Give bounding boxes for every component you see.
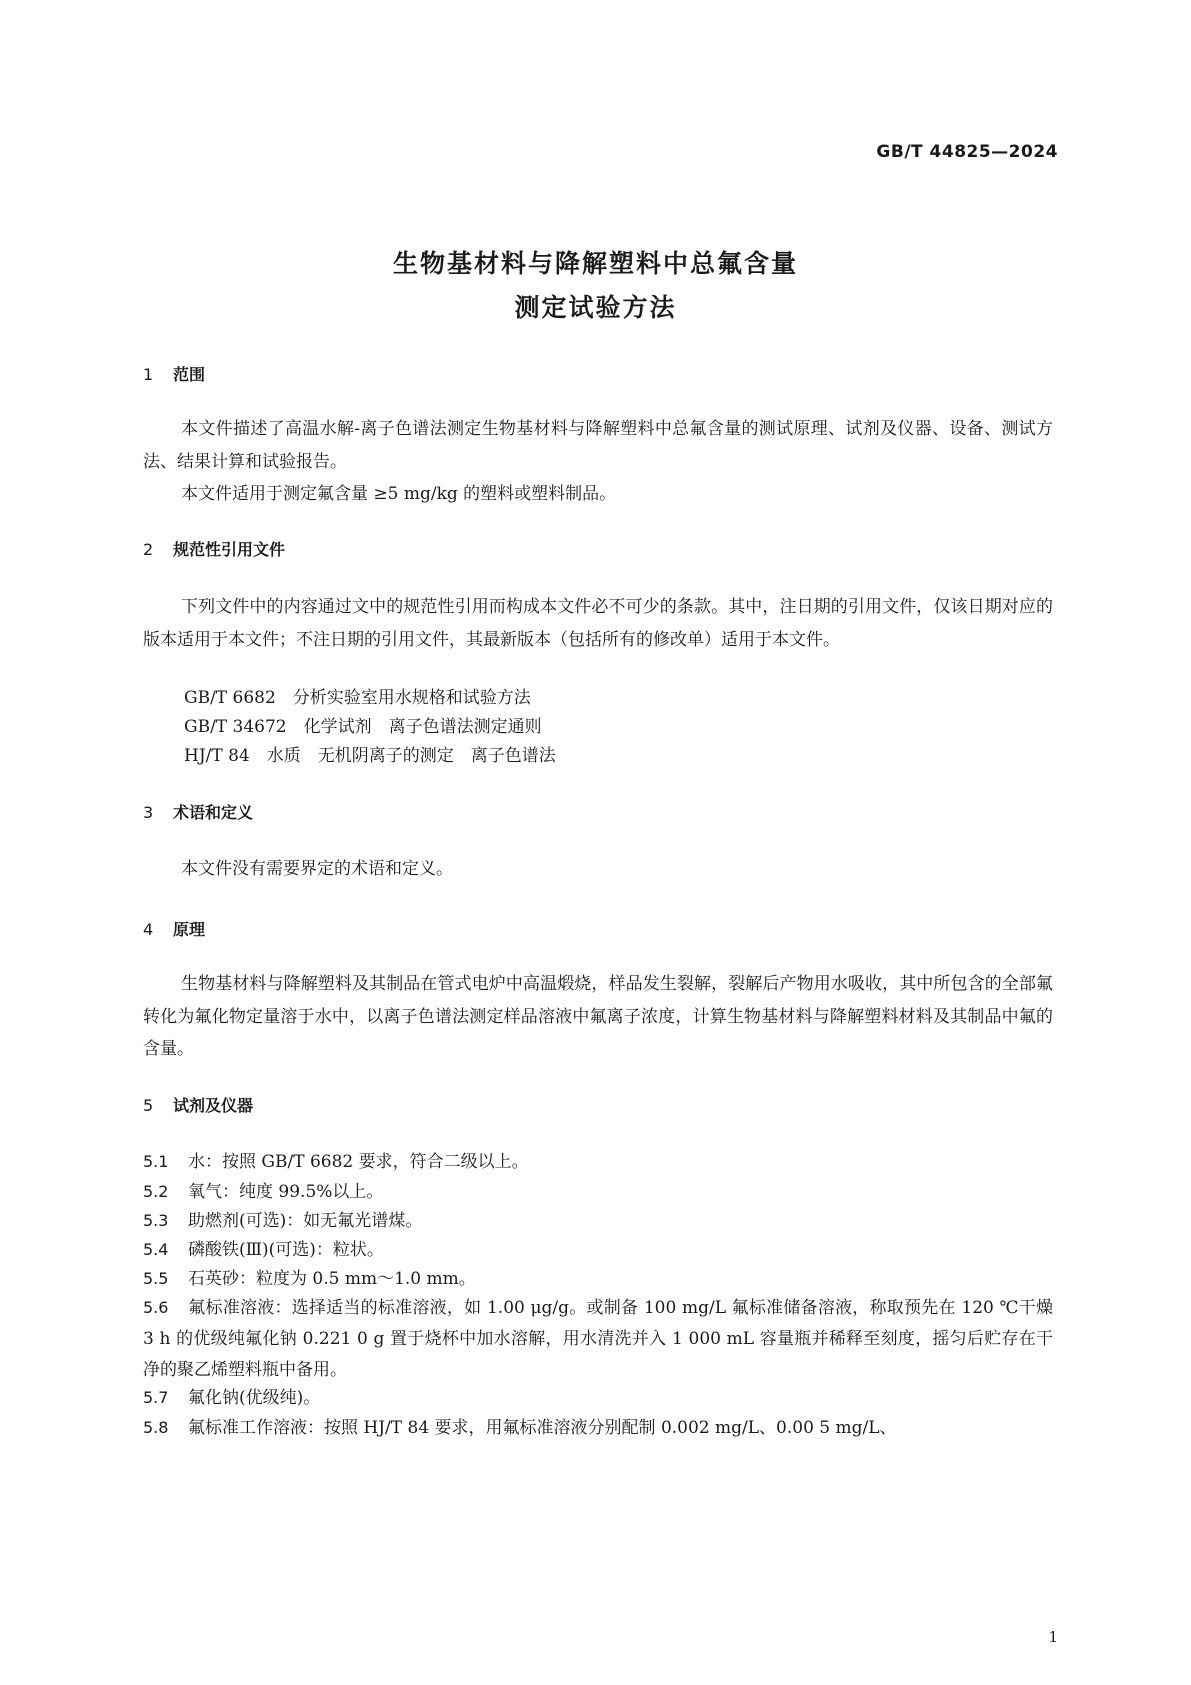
reagent-item bbox=[143, 1234, 1053, 1266]
doc-title-line2: 测定试验方法 bbox=[514, 293, 677, 322]
normative-reference: HJ/T 84 水质 无机阴离子的测定 离子色谱法 bbox=[184, 746, 556, 766]
item-number: 5.8 bbox=[143, 1418, 169, 1437]
reagent-item bbox=[143, 1412, 1053, 1444]
reagent-item bbox=[143, 1292, 1053, 1386]
page-number: 1 bbox=[1048, 1628, 1058, 1646]
section-heading-normative bbox=[143, 537, 285, 560]
section-title: 试剂及仪器 bbox=[173, 1096, 254, 1115]
standard-id: GB/T 44825—2024 bbox=[876, 142, 1058, 162]
terms-paragraph: 本文件没有需要界定的术语和定义。 bbox=[181, 859, 453, 879]
item-number: 5.6 bbox=[143, 1298, 169, 1317]
section-number: 5 bbox=[143, 1096, 154, 1115]
item-number: 5.1 bbox=[143, 1152, 169, 1171]
reagent-item bbox=[143, 1176, 1053, 1208]
reagent-item bbox=[143, 1146, 1053, 1178]
scope-paragraph-1: 本文件描述了高温水解-离子色谱法测定生物基材料与降解塑料中总氟含量的测试原理、试剂及仪器、设备、测试方法、结果计算和试验报告。 bbox=[143, 419, 1053, 472]
section-number: 2 bbox=[143, 540, 154, 559]
item-text: 水：按照 GB/T 6682 要求，符合二级以上。 bbox=[188, 1152, 529, 1172]
reagent-item bbox=[143, 1263, 1053, 1295]
normative-reference: GB/T 6682 分析实验室用水规格和试验方法 bbox=[184, 688, 531, 708]
section-title: 原理 bbox=[173, 920, 206, 939]
item-number: 5.2 bbox=[143, 1182, 169, 1201]
doc-title-line1: 生物基材料与降解塑料中总氟含量 bbox=[392, 249, 798, 278]
item-number: 5.4 bbox=[143, 1240, 169, 1259]
item-text: 石英砂：粒度为 0.5 mm～1.0 mm。 bbox=[188, 1269, 476, 1289]
section-title: 规范性引用文件 bbox=[173, 540, 286, 559]
reagent-item bbox=[143, 1205, 1053, 1237]
item-text: 氟标准工作溶液：按照 HJ/T 84 要求，用氟标准溶液分别配制 0.002 mg/L、0.00 5 mg/L、 bbox=[188, 1418, 897, 1438]
normative-reference: GB/T 34672 化学试剂 离子色谱法测定通则 bbox=[184, 717, 542, 737]
item-text: 氟标准溶液：选择适当的标准溶液，如 1.00 μg/g。或制备 100 mg/L 氟标准储备溶液，称取预先在 120 ℃干燥 3 h 的优级纯氟化钠 0.221 0 g 置于烧杯中加水溶解，用水清洗并入 1 000 mL 容量瓶并稀释至刻度，摇匀后贮存在干净的聚乙烯塑料瓶中备用。 bbox=[143, 1298, 1053, 1380]
item-text: 氧气：纯度 99.5%以上。 bbox=[188, 1182, 384, 1202]
item-text: 磷酸铁(Ⅲ)(可选)：粒状。 bbox=[188, 1240, 384, 1260]
section-heading-scope bbox=[143, 362, 205, 385]
item-number: 5.3 bbox=[143, 1211, 169, 1230]
section-title: 术语和定义 bbox=[173, 803, 254, 822]
item-text: 氟化钠(优级纯)。 bbox=[188, 1388, 321, 1408]
section-heading-terms bbox=[143, 800, 253, 823]
section-title: 范围 bbox=[173, 365, 206, 384]
section-heading-reagents bbox=[143, 1093, 253, 1116]
reagent-item bbox=[143, 1382, 1053, 1414]
item-number: 5.7 bbox=[143, 1388, 169, 1407]
principle-paragraph: 生物基材料与降解塑料及其制品在管式电炉中高温煅烧，样品发生裂解，裂解后产物用水吸收，其中所包含的全部氟转化为氟化物定量溶于水中，以离子色谱法测定样品溶液中氟离子浓度，计算生物基材料与降解塑料材料及其制品中氟的含量。 bbox=[143, 974, 1053, 1059]
section-number: 3 bbox=[143, 803, 154, 822]
item-text: 助燃剂(可选)：如无氟光谱煤。 bbox=[188, 1211, 423, 1231]
section-heading-principle bbox=[143, 917, 205, 940]
section-number: 4 bbox=[143, 920, 154, 939]
normative-paragraph: 下列文件中的内容通过文中的规范性引用而构成本文件必不可少的条款。其中，注日期的引用文件，仅该日期对应的版本适用于本文件；不注日期的引用文件，其最新版本（包括所有的修改单）适用于本文件。 bbox=[143, 597, 1053, 650]
item-number: 5.5 bbox=[143, 1269, 169, 1288]
scope-paragraph-2: 本文件适用于测定氟含量 ≥5 mg/kg 的塑料或塑料制品。 bbox=[181, 484, 617, 504]
section-number: 1 bbox=[143, 365, 154, 384]
